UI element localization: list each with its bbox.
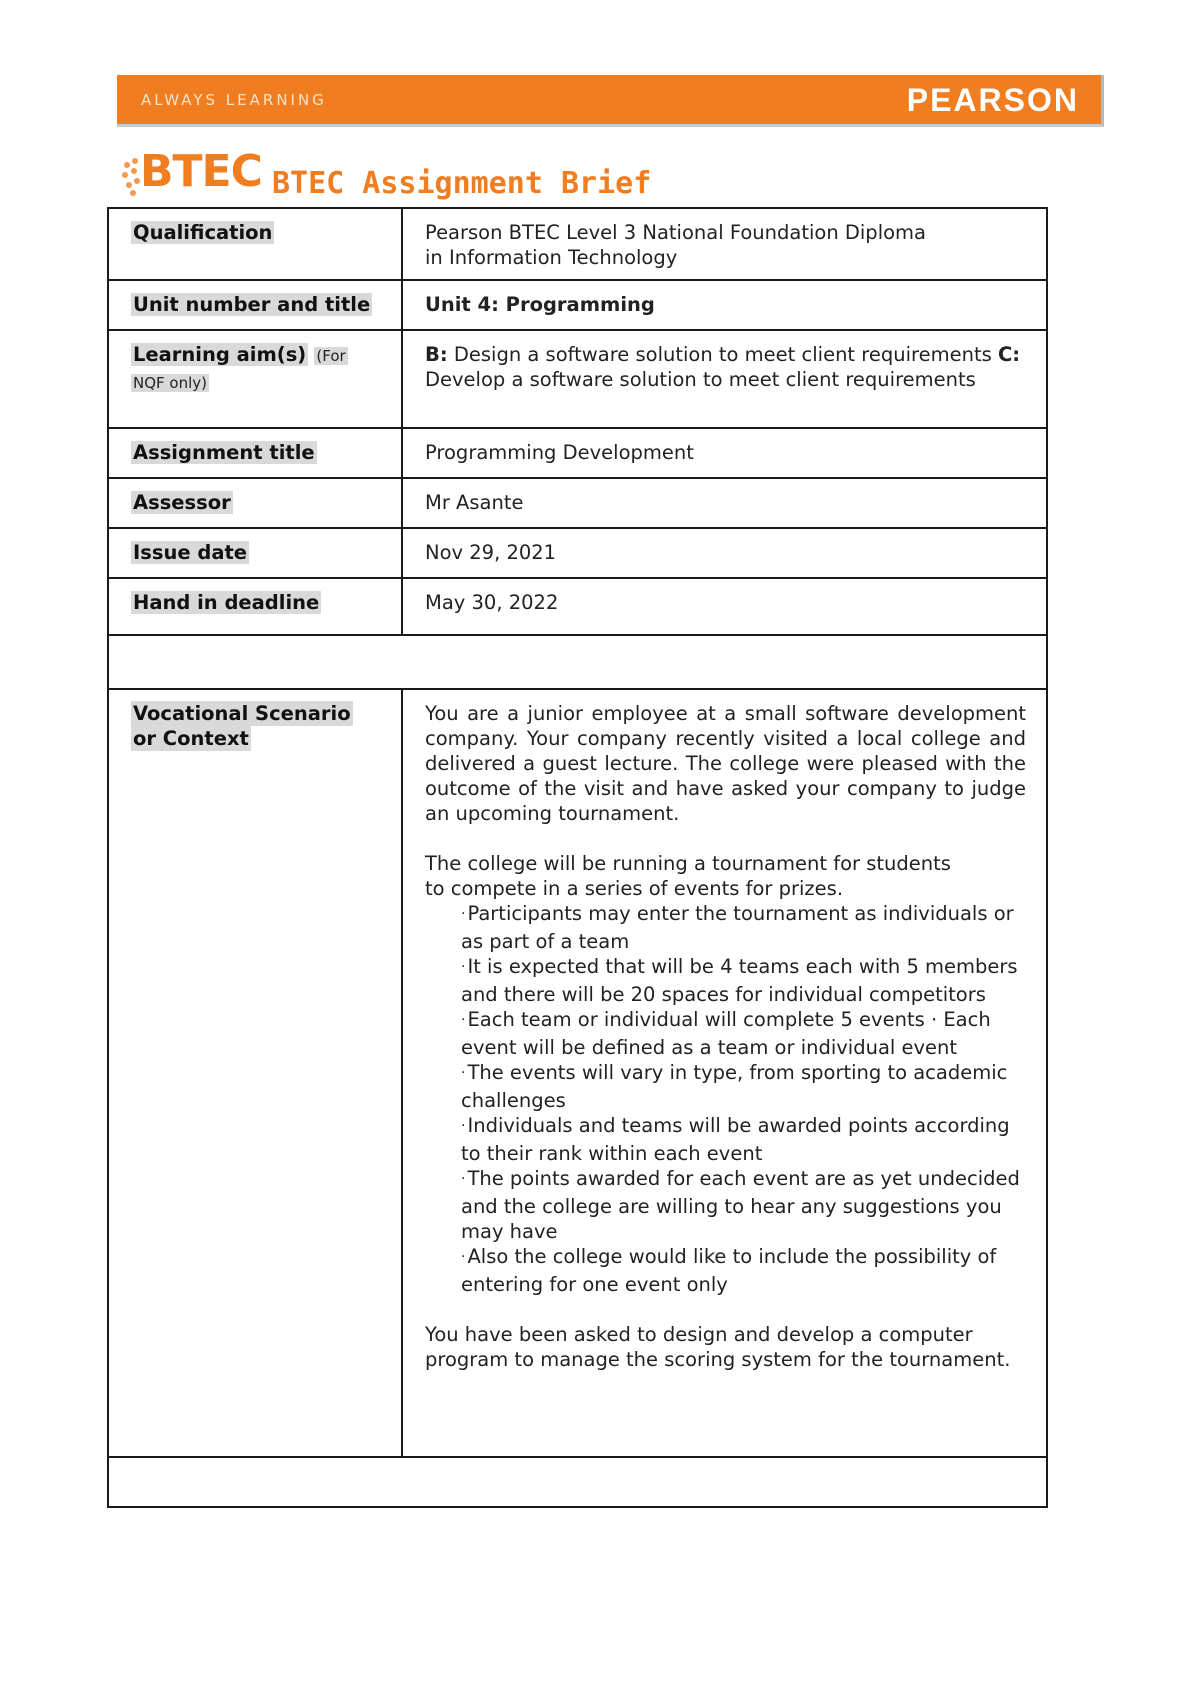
row-spacer xyxy=(108,635,1047,689)
unit-value: Unit 4: Programming xyxy=(402,280,1047,330)
btec-logo xyxy=(122,146,272,204)
list-item: · It is expected that will be 4 teams each with 5 members and there will be 20 spaces for individual competitors xyxy=(461,955,1018,1006)
list-item: · Participants may enter the tournament as individuals or as part of a team xyxy=(461,902,1014,953)
row-unit xyxy=(108,280,1047,330)
page-title: BTEC Assignment Brief xyxy=(272,166,652,201)
row-deadline xyxy=(108,578,1047,635)
scenario-label-line-2: or Context xyxy=(133,727,249,750)
assignment-title-label: Assignment title xyxy=(133,441,315,464)
pearson-banner xyxy=(117,75,1104,127)
scenario-paragraph-2-line-2: to compete in a series of events for prizes. xyxy=(425,877,844,900)
qualification-label: Qualification xyxy=(133,221,273,244)
qualification-line-2: in Information Technology xyxy=(425,246,678,269)
list-item: · The events will vary in type, from sporting to academic challenges xyxy=(461,1061,1008,1112)
aim-c-text: Develop a software solution to meet client requirements xyxy=(425,368,976,391)
aim-b-text: Design a software solution to meet client requirements xyxy=(447,343,998,366)
learning-aims-note-2: NQF only) xyxy=(133,374,208,392)
issue-date-label: Issue date xyxy=(133,541,248,564)
assignment-title-value: Programming Development xyxy=(402,428,1047,478)
list-item: · Also the college would like to include the possibility of entering for one event only xyxy=(461,1245,997,1296)
assessor-label: Assessor xyxy=(133,491,231,514)
row-footer-empty xyxy=(108,1457,1047,1507)
assignment-brief-table xyxy=(107,207,1048,1508)
scenario-paragraph-3: You have been asked to design and develop a computer program to manage the scoring system for the tournament. xyxy=(425,1323,1011,1371)
qualification-line-1: Pearson BTEC Level 3 National Foundation Diploma xyxy=(425,221,926,244)
row-assessor xyxy=(108,478,1047,528)
scenario-bullet-list xyxy=(425,901,1026,1297)
banner-tagline: ALWAYS LEARNING xyxy=(141,91,327,109)
qualification-value xyxy=(402,208,1047,280)
list-item: · Each team or individual will complete 5 events · Each event will be defined as a team or individual event xyxy=(461,1008,991,1059)
deadline-value: May 30, 2022 xyxy=(402,578,1047,635)
btec-logo-text: BTEC xyxy=(140,146,262,197)
assessor-value: Mr Asante xyxy=(402,478,1047,528)
aim-c-key: C: xyxy=(997,343,1021,366)
list-item: · Individuals and teams will be awarded points according to their rank within each event xyxy=(461,1114,1010,1165)
row-scenario xyxy=(108,689,1047,1457)
row-learning-aims xyxy=(108,330,1047,428)
scenario-label-line-1: Vocational Scenario xyxy=(133,702,351,725)
learning-aims-label: Learning aim(s) xyxy=(133,343,307,366)
scenario-paragraph-2-line-1: The college will be running a tournament for students xyxy=(425,852,951,875)
pearson-logo: PEARSON xyxy=(906,82,1079,118)
learning-aims-value xyxy=(402,330,1047,428)
learning-aims-note-1: (For xyxy=(316,347,346,365)
scenario-paragraph-1: You are a junior employee at a small software development company. Your company recently visited a local college and delivered a guest lecture. The college were pleased with the outcome of the visit and have asked your company to judge an upcoming tournament. xyxy=(425,702,1026,825)
row-assignment-title xyxy=(108,428,1047,478)
aim-b-key: B: xyxy=(425,343,448,366)
issue-date-value: Nov 29, 2021 xyxy=(402,528,1047,578)
list-item: · The points awarded for each event are as yet undecided and the college are willing to hear any suggestions you may have xyxy=(461,1167,1020,1243)
row-issue-date xyxy=(108,528,1047,578)
unit-label: Unit number and title xyxy=(133,293,371,316)
deadline-label: Hand in deadline xyxy=(133,591,320,614)
scenario-content xyxy=(402,689,1047,1457)
row-qualification xyxy=(108,208,1047,280)
